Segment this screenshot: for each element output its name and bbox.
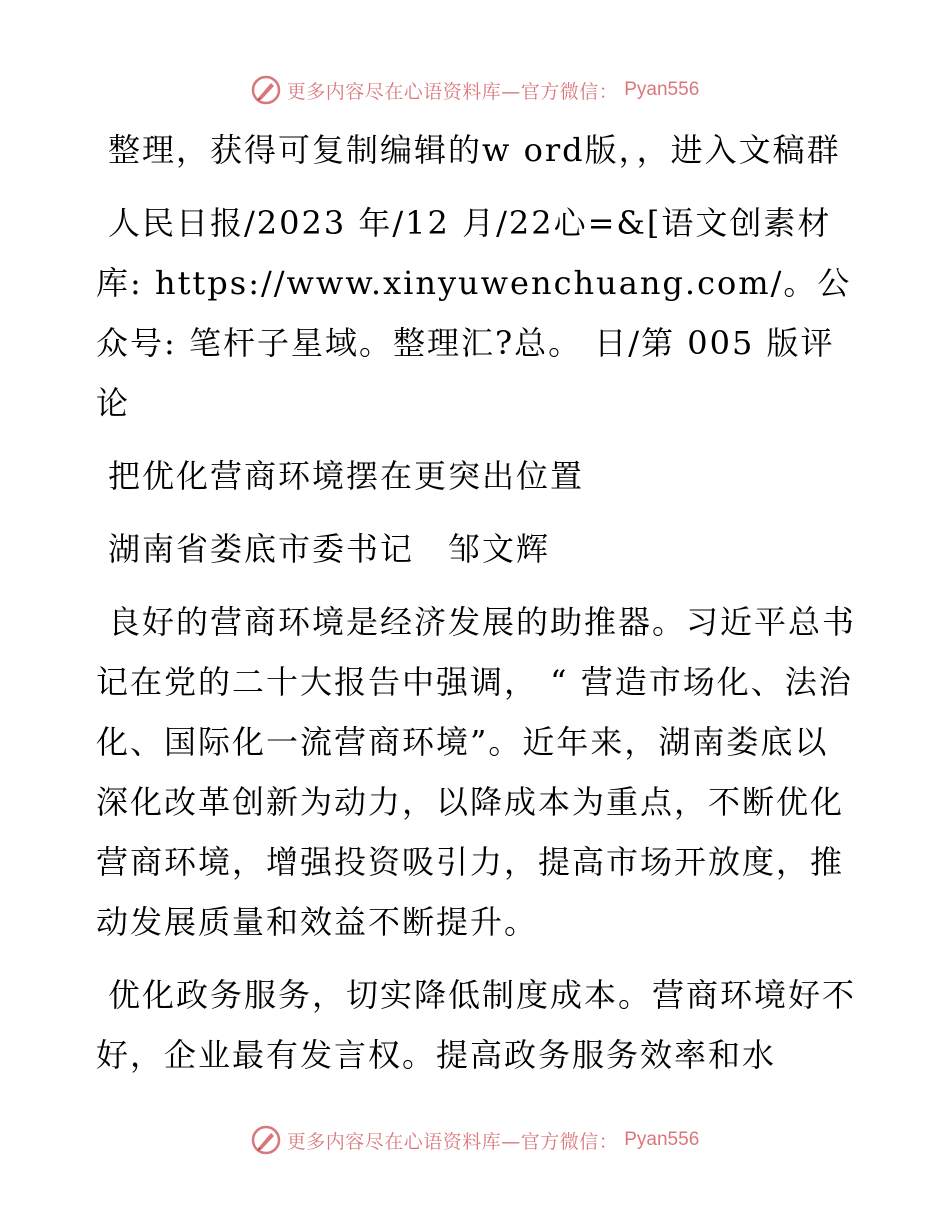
watermark-text: 更多内容尽在心语资料库—官方微信：	[286, 80, 619, 103]
watermark-id: Pyan556	[624, 1129, 700, 1150]
pen-logo-icon	[251, 1125, 281, 1155]
article-author: 湖南省娄底市委书记 邹文辉	[108, 530, 551, 568]
paragraph-source: 人民日报/2023 年/12 月/22心=&[语文创素材库: https://www.xinyuwenchuang.com/。公众号: 笔杆子星域。整理汇?总。 日/第 005 版评论	[96, 204, 852, 422]
article-title: 把优化营商环境摆在更突出位置	[108, 457, 585, 495]
header-watermark	[0, 70, 950, 110]
pen-logo-icon	[251, 75, 281, 105]
watermark-text: 更多内容尽在心语资料库—官方微信：	[286, 1130, 619, 1153]
paragraph-intro: 整理，获得可复制编辑的w ord版，，进入文稿群	[108, 131, 841, 169]
paragraph-body-1: 良好的营商环境是经济发展的助推器。习近平总书记在党的二十大报告中强调， “ 营造市场化、法治化、国际化一流营商环境”。近年来，湖南娄底以深化改革创新为动力，以降成本为重点，不断优化营商环境，增强投资吸引力，提高市场开放度，推动发展质量和效益不断提升。	[96, 603, 857, 941]
footer-watermark	[0, 1120, 950, 1160]
paragraph-body-2: 优化政务服务，切实降低制度成本。营商环境好不好，企业最有发言权。提高政务服务效率和水	[96, 976, 857, 1074]
document-body	[96, 120, 856, 1098]
watermark-id: Pyan556	[624, 79, 700, 100]
